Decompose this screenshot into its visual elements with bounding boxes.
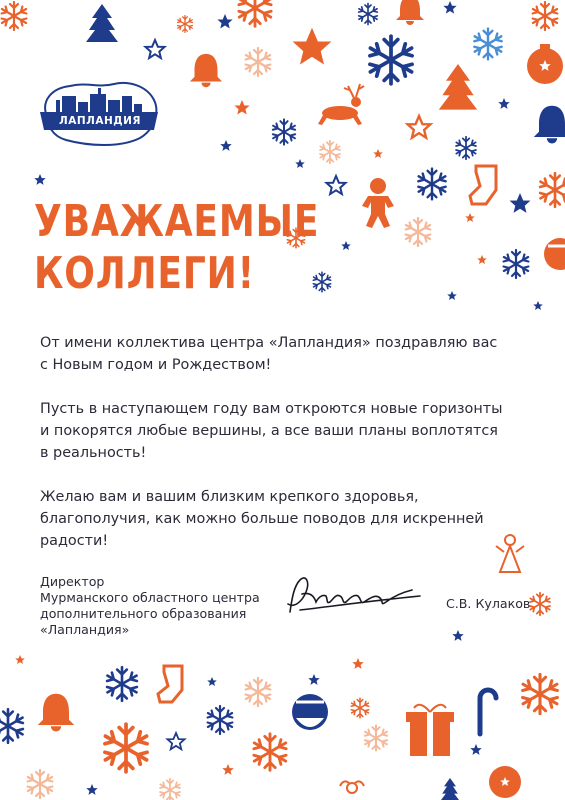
snowflake-icon — [351, 698, 368, 718]
snowflake-icon — [533, 2, 558, 30]
snowflake-icon — [406, 218, 431, 246]
snowflake-icon — [160, 779, 180, 800]
snowflake-icon — [239, 0, 271, 26]
star-icon — [327, 176, 346, 194]
christmas-tree-icon — [439, 64, 477, 110]
star-icon — [220, 140, 231, 151]
snowflake-icon — [504, 250, 529, 278]
star-icon — [207, 677, 217, 686]
candy-cane-icon — [480, 690, 496, 734]
star-icon — [477, 255, 487, 264]
christmas-tree-icon — [86, 4, 118, 42]
text-line: радости! — [40, 533, 109, 549]
snowflake-icon — [273, 119, 295, 144]
snowflake-icon — [2, 2, 27, 30]
star-icon — [217, 14, 232, 28]
text-line: в реальность! — [40, 445, 147, 461]
snowflake-icon — [0, 709, 23, 743]
ornament-icon — [527, 44, 563, 84]
star-icon — [352, 658, 363, 669]
star-icon — [295, 30, 329, 63]
paragraph — [40, 398, 510, 464]
snowflake-icon — [418, 169, 445, 200]
star-icon — [234, 100, 249, 114]
handwritten-signature — [280, 568, 430, 624]
text-line: Желаю вам и вашим близким крепкого здоровья, — [40, 489, 419, 505]
gingerbread-icon — [362, 178, 394, 228]
star-icon — [533, 301, 543, 310]
title-line: КОЛЛЕГИ! — [34, 248, 255, 299]
stocking-icon — [158, 666, 182, 702]
logo-text: ЛАПЛАНДИЯ — [59, 115, 141, 127]
bell-icon — [534, 106, 565, 144]
snowflake-icon — [523, 674, 558, 713]
reindeer-icon — [318, 84, 364, 125]
snowflake-icon — [246, 678, 271, 706]
santa-icon — [292, 694, 328, 730]
paragraph — [40, 486, 510, 552]
angel-icon — [340, 781, 364, 793]
santa-icon — [544, 238, 565, 270]
snowflake-icon — [107, 667, 137, 701]
bell-icon — [190, 54, 222, 87]
snowflake-icon — [320, 141, 340, 163]
star-icon — [341, 241, 351, 250]
ornament-icon — [489, 766, 521, 798]
snowflake-icon — [474, 29, 501, 60]
gift-icon — [406, 705, 454, 756]
star-icon — [447, 291, 457, 300]
star-icon — [510, 193, 531, 213]
snowflake-icon — [370, 36, 412, 84]
star-icon — [222, 764, 233, 775]
text-line: Мурманского областного центра — [40, 590, 260, 605]
paragraph — [40, 332, 510, 376]
star-icon — [465, 213, 475, 222]
text-line: «Лапландия» — [40, 622, 130, 637]
star-icon — [295, 159, 305, 168]
snowflake-icon — [246, 48, 271, 76]
signatory-title — [40, 574, 260, 638]
snowflake-icon — [359, 4, 378, 25]
snowflake-icon — [28, 770, 53, 798]
snowflake-icon — [530, 593, 550, 615]
snowflake-icon — [105, 724, 147, 772]
star-icon — [408, 116, 431, 138]
snowflake-icon — [208, 706, 233, 734]
text-line: благополучия, как можно больше поводов для искренней — [40, 511, 484, 527]
text-line: Пусть в наступающем году вам откроются новые горизонты — [40, 401, 503, 417]
text-line: и покорятся любые вершины, а все ваши планы воплотятся — [40, 423, 498, 439]
star-icon — [443, 1, 456, 14]
star-icon — [86, 784, 97, 795]
title-line: УВАЖАЕМЫЕ — [34, 196, 320, 247]
signatory-name: С.В. Кулаков — [446, 596, 531, 611]
text-line: От имени коллектива центра «Лапландия» поздравляю вас — [40, 335, 498, 351]
snowflake-icon — [456, 137, 476, 159]
star-icon — [308, 674, 319, 685]
star-icon — [498, 98, 509, 109]
star-icon — [15, 655, 25, 664]
snowflake-icon — [178, 16, 193, 33]
star-icon — [146, 40, 165, 58]
star-icon — [470, 744, 481, 755]
bell-icon — [396, 0, 424, 25]
star-icon — [167, 733, 184, 749]
text-line: с Новым годом и Рождеством! — [40, 357, 272, 373]
text-line: дополнительного образования — [40, 606, 247, 621]
snowflake-icon — [254, 734, 286, 770]
text-line: Директор — [40, 574, 105, 589]
bell-icon — [38, 694, 74, 732]
star-icon — [34, 174, 45, 185]
logo-icon — [36, 78, 162, 148]
star-icon — [452, 630, 463, 641]
letter-body — [40, 332, 510, 574]
christmas-tree-icon — [440, 778, 459, 800]
page-title — [34, 196, 319, 300]
snowflake-icon — [365, 725, 387, 750]
star-icon — [373, 149, 383, 158]
stocking-icon — [470, 166, 496, 204]
snowflake-icon — [540, 173, 565, 207]
